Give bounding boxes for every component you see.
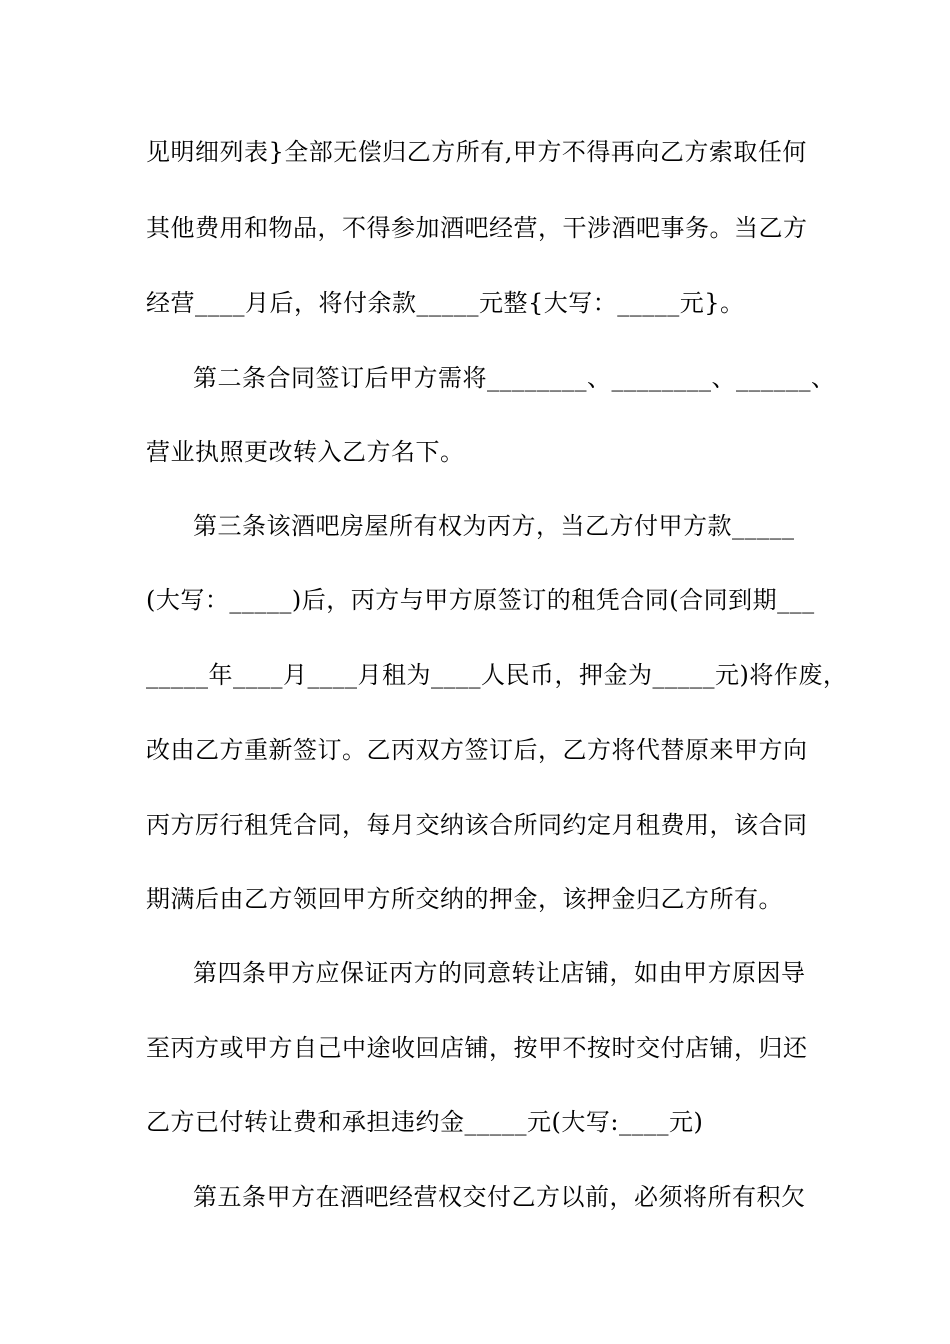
text-line: 乙方已付转让费和承担违约金_____元(大写:____元) <box>146 1108 704 1136</box>
clause-4-start: 第四条甲方应保证丙方的同意转让店铺，如由甲方原因导 <box>193 959 806 987</box>
clause-3-start: 第三条该酒吧房屋所有权为丙方，当乙方付甲方款_____ <box>193 512 795 540</box>
clause-2-start: 第二条合同签订后甲方需将________、________、______、 <box>193 364 836 392</box>
text-line: 丙方厉行租凭合同，每月交纳该合所同约定月租费用，该合同 <box>146 811 808 839</box>
text-line: 期满后由乙方领回甲方所交纳的押金，该押金归乙方所有。 <box>146 885 783 913</box>
text-line: 营业执照更改转入乙方名下。 <box>146 438 465 466</box>
text-line: 其他费用和物品，不得参加酒吧经营，干涉酒吧事务。当乙方 <box>146 214 808 242</box>
text-line: _____年____月____月租为____人民币，押金为_____元)将作废， <box>146 661 848 689</box>
text-line: (大写：_____)后，丙方与甲方原签订的租凭合同(合同到期___ <box>146 586 815 614</box>
clause-5-start: 第五条甲方在酒吧经营权交付乙方以前，必须将所有积欠 <box>193 1183 806 1211</box>
text-line: 至丙方或甲方自己中途收回店铺，按甲不按时交付店铺，归还 <box>146 1034 808 1062</box>
text-line: 见明细列表}全部无偿归乙方所有,甲方不得再向乙方索取任何 <box>146 138 807 166</box>
text-line: 经营____月后，将付余款_____元整{大写：_____元}。 <box>146 289 745 317</box>
text-line: 改由乙方重新签订。乙丙双方签订后，乙方将代替原来甲方向 <box>146 736 808 764</box>
